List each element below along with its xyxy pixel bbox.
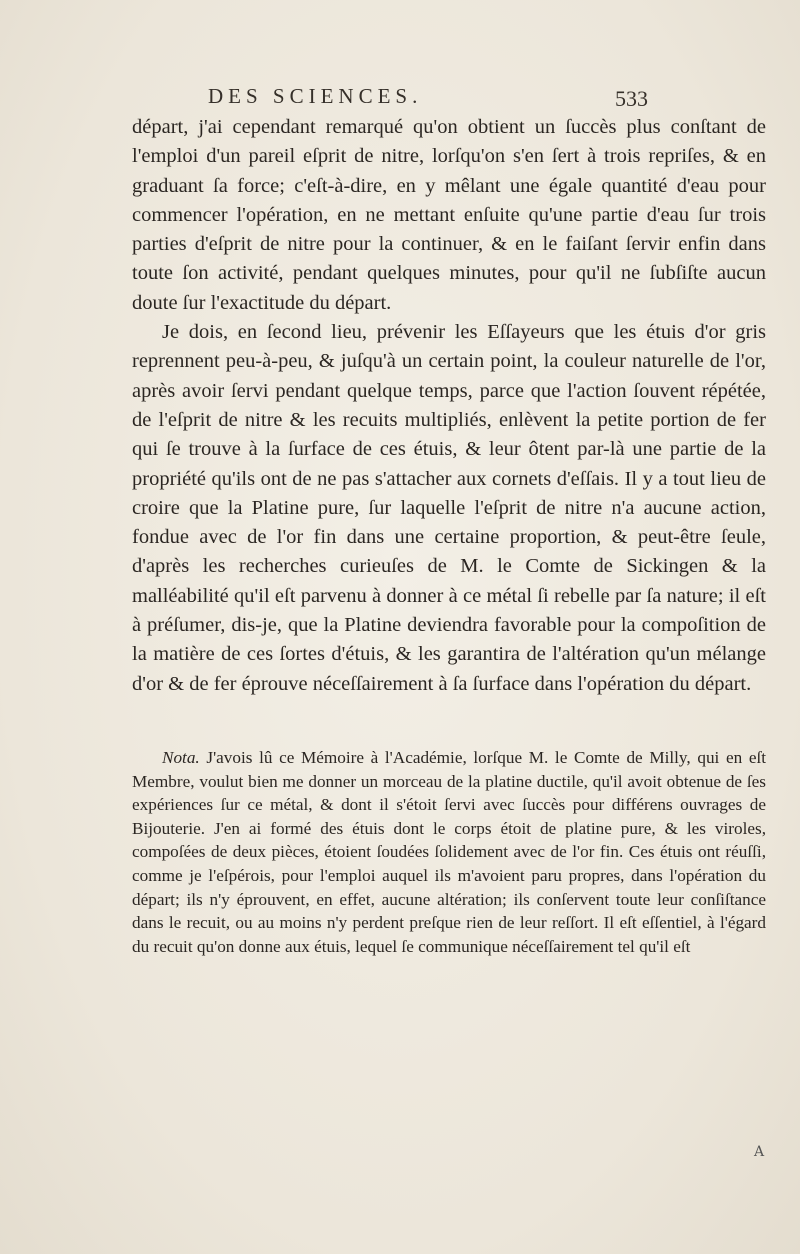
paragraph: Je dois, en ſecond lieu, prévenir les Eſſayeurs que les étuis d'or gris reprennent peu-à-peu, & juſqu'à un certain point, la couleur naturelle de l'or, après avoir ſervi pendant quelque temps, parce que l'action ſouvent répétée, de l'eſprit de nitre & les recuits multipliés, enlèvent la petite portion de fer qui ſe trouve à la ſurface de ces étuis, & leur ôtent par-là une partie de la propriété qu'ils ont de ne pas s'attacher aux cornets d'eſſais. Il y a tout lieu de croire que la Platine pure, ſur laquelle l'eſprit de nitre n'a aucune action, fondue avec de l'or fin dans une certaine proportion, & peut-être ſeule, d'après les recherches curieuſes de M. le Comte de Sickingen & la malléabilité qu'il eſt parvenu à donner à ce métal ſi rebelle par ſa nature; il eſt à préſumer, dis-je, que la Platine deviendra favorable pour la compoſition de la matière de ces ſortes d'étuis, & les garantira de l'altération qu'un mélange d'or & de fer éprouve néceſſairement à ſa ſurface dans l'opération du départ. xyxy=(132,321,766,695)
paragraph: départ, j'ai cependant remarqué qu'on obtient un ſuccès plus conſtant de l'emploi d'un pareil eſprit de nitre, lorſqu'on s'en ſert à trois repriſes, & en graduant ſa force; c'eſt-à-dire, en y mêlant une égale quantité d'eau pour commencer l'opération, en ne mettant enſuite qu'une partie d'eau ſur trois parties d'eſprit de nitre pour la continuer, & en le faiſant ſervir enfin dans toute ſon activité, pendant quelques minutes, pour qu'il ne ſubſiſte aucun doute ſur l'exactitude du départ. xyxy=(132,116,766,314)
note-block xyxy=(132,746,766,958)
signature-mark: A xyxy=(754,1144,765,1160)
running-title: DES SCIENCES. xyxy=(208,84,423,108)
main-text xyxy=(132,113,766,699)
note-paragraph xyxy=(132,746,766,958)
page-number: 533 xyxy=(615,86,648,111)
note-label: Nota. xyxy=(162,748,200,767)
note-body: J'avois lû ce Mémoire à l'Académie, lorſque M. le Comte de Milly, qui en eſt Membre, voulut bien me donner un morceau de la platine ductile, qu'il avoit obtenue de ſes expériences ſur ce métal, & dont il s'étoit ſervi avec ſuccès pour différens ouvrages de Bijouterie. J'en ai formé des étuis dont le corps étoit de platine pure, & les viroles, compoſées de deux pièces, étoient ſoudées ſolidement avec de l'or fin. Ces étuis ont réuſſi, comme je l'eſpérois, pour l'emploi auquel ils m'avoient paru propres, dans l'opération du départ; ils n'y éprouvent, en effet, aucune altération; ils conſervent toute leur conſiſtance dans le recuit, ou au moins n'y perdent preſque rien de leur reſſort. Il eſt eſſentiel, à l'égard du recuit qu'on donne aux étuis, lequel ſe communique néceſſairement tel qu'il eſt xyxy=(132,748,766,956)
